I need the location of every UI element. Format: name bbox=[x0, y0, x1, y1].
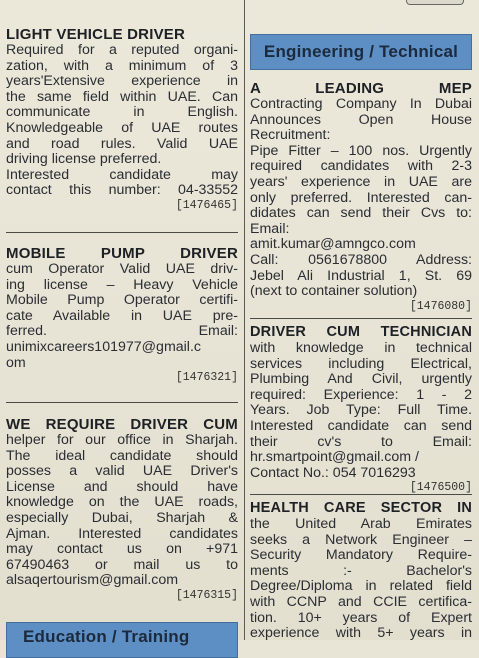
ad-line: ferred. Email: bbox=[6, 324, 238, 340]
right-column bbox=[250, 0, 472, 640]
ad-separator bbox=[6, 402, 238, 403]
ad-line: Plumbing And Civil, urgently bbox=[250, 372, 472, 388]
ad-line: contact this number: 04-33552 bbox=[6, 183, 238, 199]
ad-line: Jebel Ali Industrial 1, St. 69 bbox=[250, 268, 472, 284]
section-banner-label: Education / Training bbox=[23, 627, 190, 646]
ad-line: communicate in English. bbox=[6, 105, 238, 121]
ad-line: Required for a reputed organi- bbox=[6, 43, 238, 58]
ad-line: knowledge on the UAE roads, bbox=[6, 495, 238, 511]
ad-line: required: Experience: 1 - 2 bbox=[250, 387, 472, 403]
ad-line: Interested candidate may bbox=[6, 167, 238, 183]
ad-line: experience with 5+ years in bbox=[250, 626, 472, 642]
ad-title: MOBILE PUMP DRIVER bbox=[6, 245, 238, 262]
ad-line: amit.kumar@amngco.com bbox=[250, 237, 416, 253]
ad-line: unimixcareers101977@gmail.c bbox=[6, 339, 201, 355]
ad-line: zation, with a minimum of 3 bbox=[6, 58, 238, 74]
ad-line: Email: bbox=[250, 221, 290, 237]
ad-driver-cum-helper bbox=[6, 416, 238, 602]
ad-separator bbox=[250, 494, 472, 495]
ad-separator bbox=[6, 232, 238, 233]
ad-line: services including Electrical, bbox=[250, 356, 472, 372]
ad-title: DRIVER CUM TECHNICIAN bbox=[250, 324, 472, 340]
left-column bbox=[6, 0, 238, 646]
ad-title: A LEADING MEP bbox=[250, 80, 472, 97]
ad-line: only preferred. Interested can- bbox=[250, 190, 472, 206]
ad-reference-number: [1476500] bbox=[409, 481, 472, 495]
ad-line: helper for our office in Sharjah. bbox=[6, 433, 238, 448]
ad-line: their cv's to Email: bbox=[250, 434, 472, 450]
ad-reference-number: [1476465] bbox=[175, 198, 238, 212]
ad-body bbox=[250, 97, 472, 300]
ad-reference-number: [1476080] bbox=[409, 299, 472, 313]
ad-reference-number: [1476321] bbox=[175, 371, 238, 385]
ad-line: Mobile Pump Operator certifi- bbox=[6, 293, 238, 309]
ad-line: the same field within UAE. Can bbox=[6, 89, 238, 105]
ad-line: Knowledgeable of UAE routes bbox=[6, 120, 238, 136]
ad-line: Degree/Diploma in related field bbox=[250, 579, 472, 595]
ad-health-care-sector bbox=[250, 500, 472, 642]
ad-title: LIGHT VEHICLE DRIVER bbox=[6, 26, 186, 43]
ad-line: years' experience in UAE are bbox=[250, 174, 472, 190]
ad-line: with CCNP and CCIE certifica- bbox=[250, 594, 472, 610]
ad-line: cum Operator Valid UAE driv- bbox=[6, 262, 238, 277]
ad-separator bbox=[250, 318, 472, 319]
ad-title: HEALTH CARE SECTOR IN bbox=[250, 500, 472, 516]
ad-line: may contact us on +971 bbox=[6, 542, 238, 558]
ad-line: alsaqertourism@gmail.com bbox=[6, 573, 179, 589]
ad-line: 67490463 or mail us to bbox=[6, 557, 238, 573]
ad-line: with knowledge in technical bbox=[250, 341, 472, 356]
ad-line: Call: 0561678800 Address: bbox=[250, 252, 472, 268]
ad-line: hr.smartpoint@gmail.com / bbox=[250, 450, 419, 466]
ad-line: ments :- Bachelor's bbox=[250, 563, 472, 579]
ad-body bbox=[6, 262, 238, 371]
ad-body bbox=[6, 43, 238, 199]
ad-line: posses a valid UAE Driver's bbox=[6, 464, 238, 480]
ad-line: (next to container solution) bbox=[250, 284, 418, 300]
ad-line: years'Extensive experience in bbox=[6, 74, 238, 90]
ad-line: The ideal candidate should bbox=[6, 448, 238, 464]
ad-line: Contracting Company In Dubai bbox=[250, 97, 472, 112]
page-top-tab bbox=[406, 0, 464, 5]
ad-line: tion. 10+ years of Expert bbox=[250, 610, 472, 626]
ad-line: especially Dubai, Sharjah & bbox=[6, 510, 238, 526]
ad-line: Recruitment: bbox=[250, 128, 331, 144]
ad-title: WE REQUIRE DRIVER CUM bbox=[6, 416, 238, 433]
ad-line: om bbox=[6, 355, 26, 371]
section-banner-education bbox=[6, 622, 238, 658]
ad-body bbox=[250, 341, 472, 481]
ad-line: cate Available in UAE pre- bbox=[6, 308, 238, 324]
ad-leading-mep bbox=[250, 80, 472, 313]
ad-line: Interested candidate can send bbox=[250, 418, 472, 434]
ad-line: and road rules. Valid UAE bbox=[6, 136, 238, 152]
ad-line: Ajman. Interested candidates bbox=[6, 526, 238, 542]
ad-line: Security Mandatory Require- bbox=[250, 548, 472, 564]
section-banner-engineering bbox=[250, 34, 472, 70]
ad-line: driving license preferred. bbox=[6, 152, 162, 168]
ad-line: didates can send their Cvs to: bbox=[250, 206, 472, 222]
ad-line: License and should have bbox=[6, 479, 238, 495]
ad-line: seeks a Network Engineer – bbox=[250, 532, 472, 548]
ad-light-vehicle-driver bbox=[6, 26, 238, 212]
section-banner-label: Engineering / Technical bbox=[263, 42, 459, 61]
ad-driver-cum-technician bbox=[250, 324, 472, 494]
ad-line: Announces Open House bbox=[250, 112, 472, 128]
ad-line: Years. Job Type: Full Time. bbox=[250, 403, 472, 419]
ad-body bbox=[6, 433, 238, 589]
ad-line: the United Arab Emirates bbox=[250, 517, 472, 532]
ad-mobile-pump-driver bbox=[6, 245, 238, 384]
column-divider bbox=[244, 0, 245, 640]
ad-line: Pipe Fitter – 100 nos. Urgently bbox=[250, 143, 472, 159]
ad-reference-number: [1476315] bbox=[175, 588, 238, 602]
ad-line: ing license – Heavy Vehicle bbox=[6, 277, 238, 293]
ad-line: required candidates with 2-3 bbox=[250, 159, 472, 175]
ad-body bbox=[250, 517, 472, 642]
ad-line: Contact No.: 054 7016293 bbox=[250, 465, 416, 481]
